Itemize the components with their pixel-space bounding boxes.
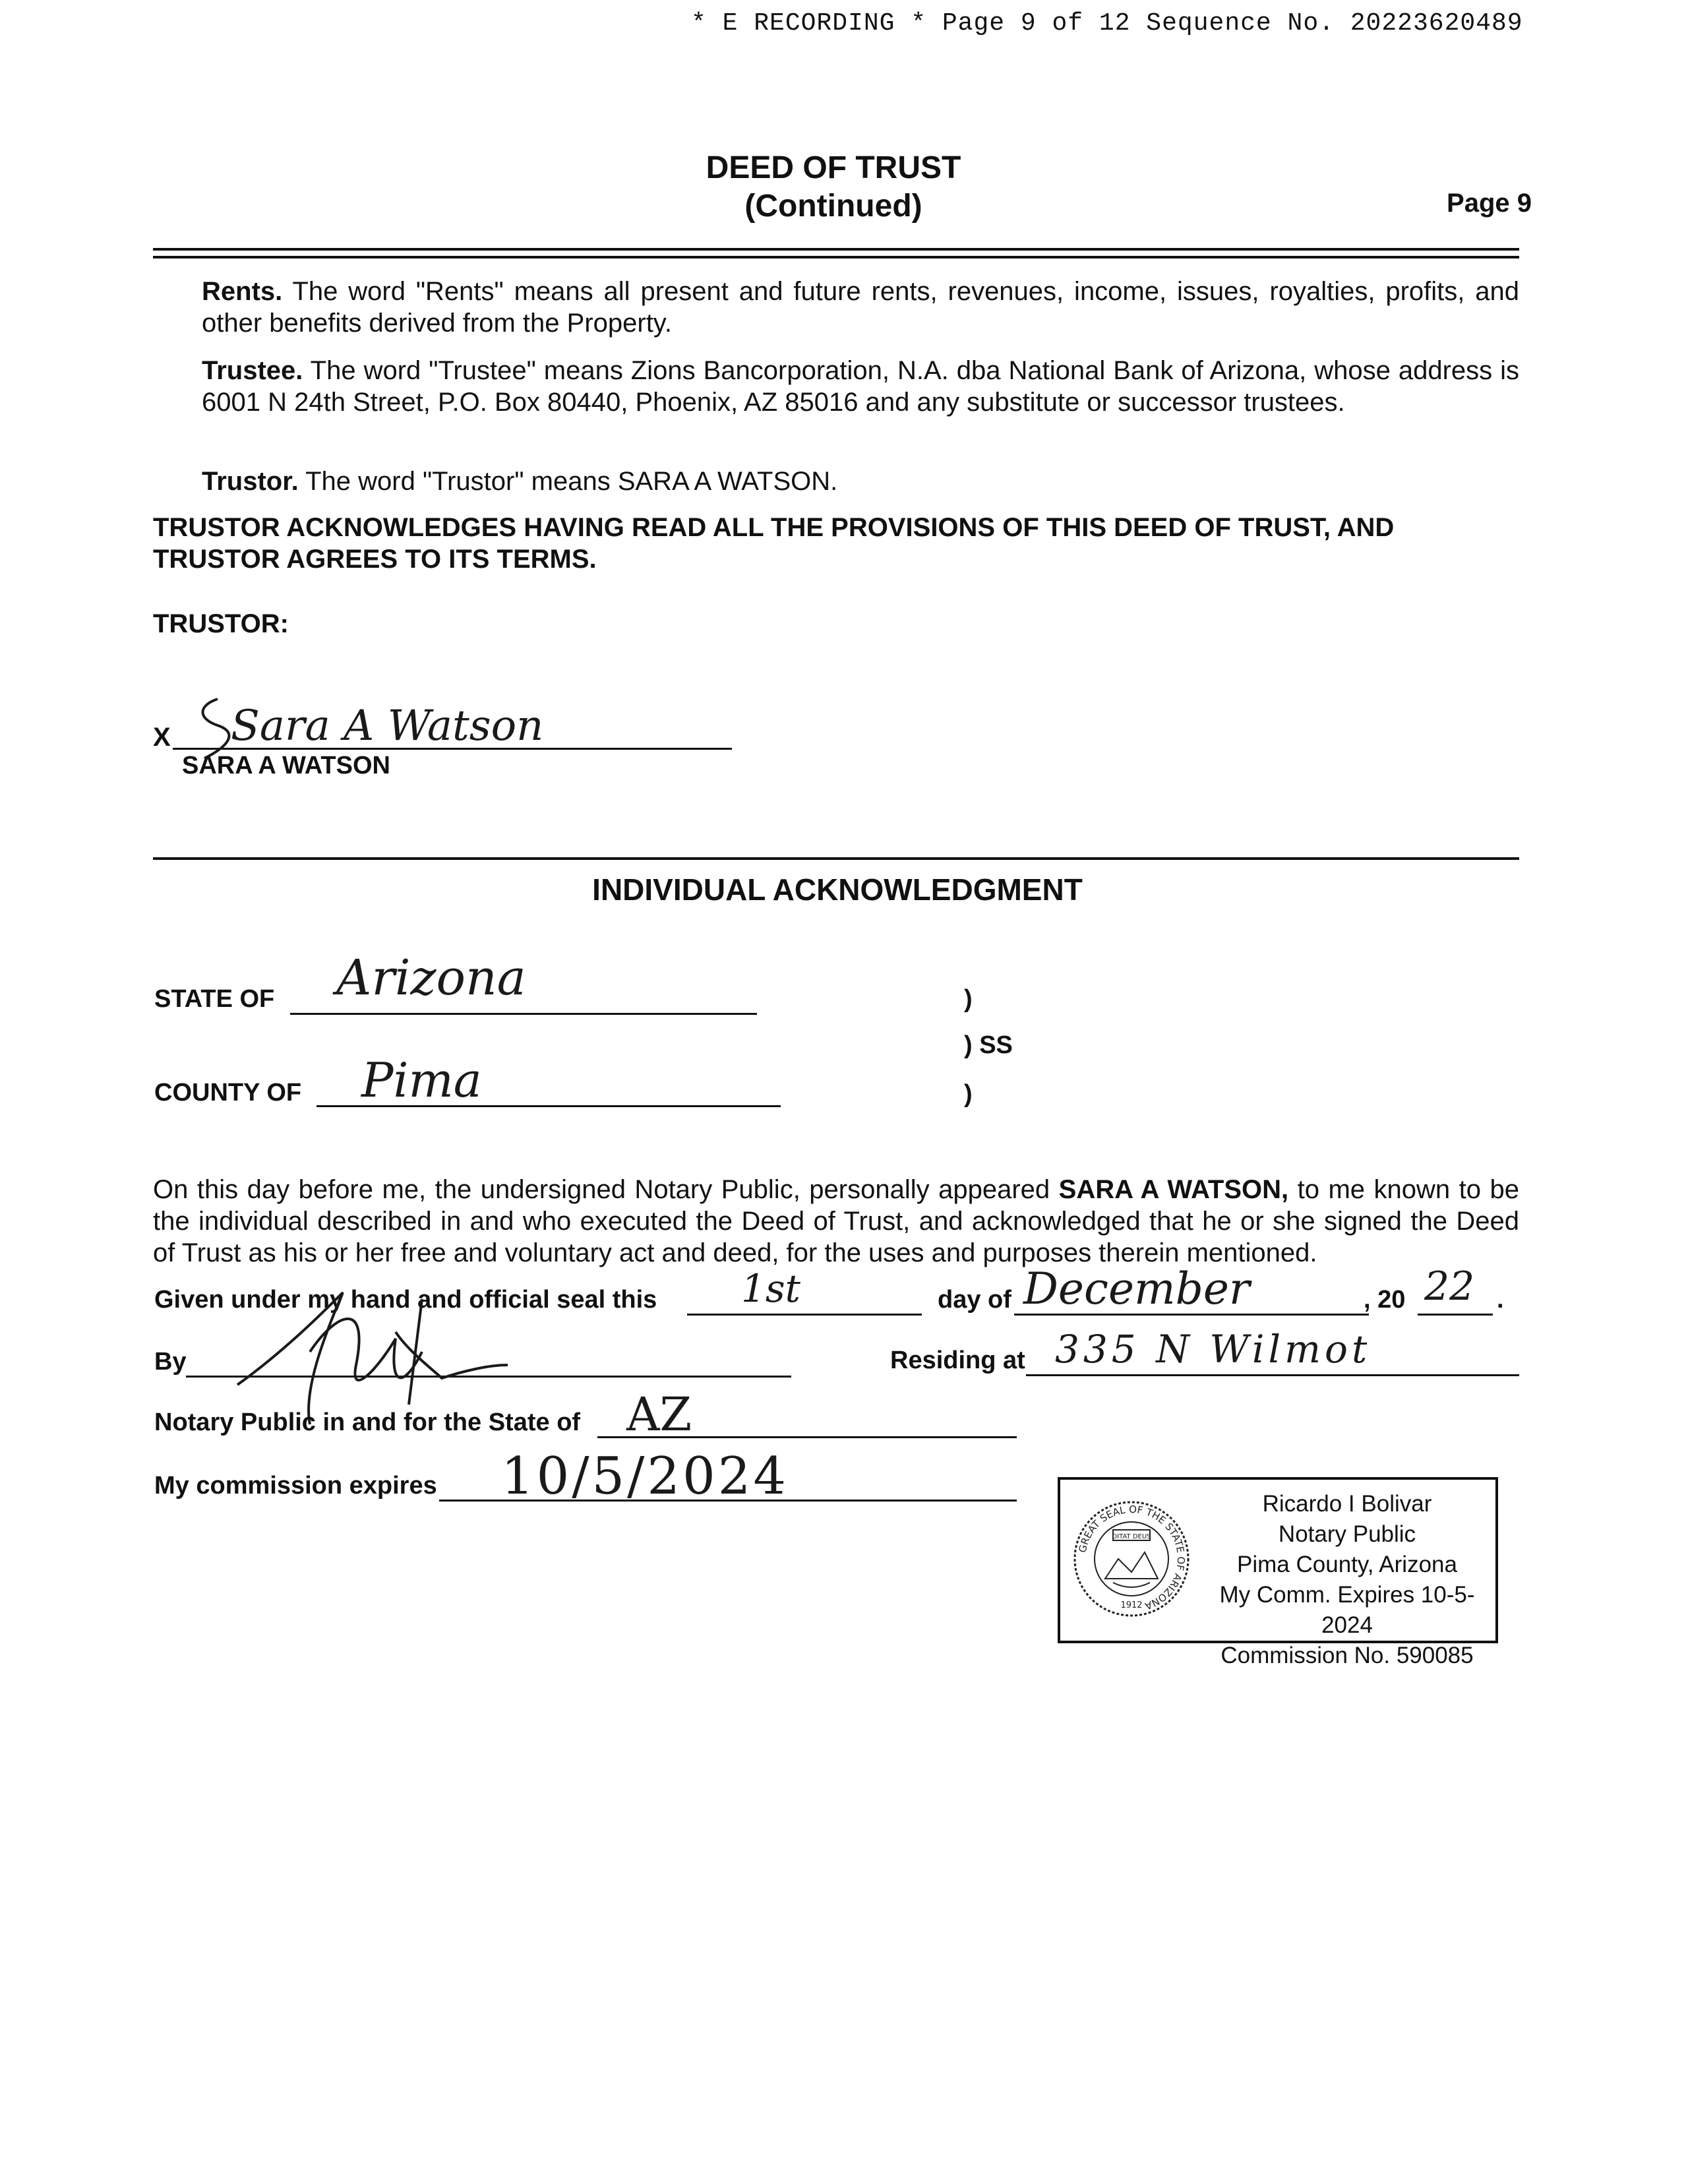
commission-expires-label: My commission expires: [154, 1472, 437, 1500]
definition-text: The word "Rents" means all present and future rents, revenues, income, issues, royalties, profits, and other benefits derived from the Property.: [202, 277, 1519, 338]
venue-paren-3: ): [964, 1080, 973, 1108]
seal-year: 1912: [1120, 1600, 1143, 1610]
trustor-label: TRUSTOR:: [153, 609, 289, 638]
notary-stamp-commission: Commission No. 590085: [1221, 1643, 1474, 1668]
given-month-value: December: [1023, 1263, 1250, 1314]
notary-paragraph-after: to me known to be the individual described in and who executed the Deed of Trust, and acknowledged that he or she signed the Deed of Trust as his or her free and voluntary act and deed, for the uses and purposes therein mentioned.: [153, 1175, 1519, 1267]
notary-state-value: AZ: [626, 1387, 692, 1441]
definition-term: Rents.: [202, 277, 283, 306]
given-year-prefix: , 20: [1364, 1286, 1406, 1314]
residing-at-line: [1026, 1374, 1519, 1376]
day-of-label: day of: [938, 1286, 1011, 1314]
header-rule-top: [153, 248, 1519, 251]
seal-motto: DITAT DEUS: [1112, 1533, 1151, 1540]
given-year-line: [1418, 1314, 1493, 1316]
trustor-acknowledgement-statement: TRUSTOR ACKNOWLEDGES HAVING READ ALL THE PROVISIONS OF THIS DEED OF TRUST, AND TRUSTOR AGREES TO ITS TERMS.: [153, 513, 1395, 574]
state-of-label: STATE OF: [154, 985, 275, 1013]
page-number-label: Page 9: [1447, 189, 1532, 218]
definition-rents: [202, 276, 1519, 339]
venue-ss: ) SS: [964, 1031, 1013, 1059]
notary-stamp: [1058, 1477, 1498, 1668]
arizona-state-seal-icon: [1072, 1500, 1191, 1618]
given-day-line: [687, 1314, 922, 1316]
header-rule-bottom: [153, 256, 1519, 258]
commission-expires-value: 10/5/2024: [501, 1447, 789, 1506]
county-of-value: Pima: [361, 1052, 482, 1108]
definition-term: Trustor.: [202, 467, 299, 496]
notary-stamp-name: Ricardo I Bolivar: [1262, 1491, 1432, 1517]
definition-trustee: [202, 355, 1519, 418]
notary-acknowledgement-paragraph: [153, 1174, 1519, 1269]
section-divider: [153, 857, 1519, 860]
definition-text: The word "Trustor" means SARA A WATSON.: [305, 467, 838, 496]
definition-text: The word "Trustee" means Zions Bancorporation, N.A. dba National Bank of Arizona, whose address is 6001 N 24th Street, P.O. Box 80440, Phoenix, AZ 85016 and any substitute or successor trustees.: [202, 356, 1520, 417]
notary-state-label: Notary Public in and for the State of: [154, 1409, 581, 1436]
title-line-2: (Continued): [744, 189, 922, 224]
venue-paren-1: ): [964, 985, 973, 1013]
trustor-printed-name: SARA A WATSON: [182, 752, 390, 779]
notary-stamp-expiry: My Comm. Expires 10-5-2024: [1219, 1582, 1475, 1638]
recording-header: * E RECORDING * Page 9 of 12 Sequence No. 20223620489: [691, 9, 1523, 38]
definition-trustor: [202, 466, 1519, 497]
given-period: .: [1497, 1286, 1504, 1314]
notary-stamp-county: Pima County, Arizona: [1237, 1552, 1457, 1577]
definition-term: Trustee.: [202, 356, 303, 385]
notary-paragraph-name: SARA A WATSON,: [1058, 1175, 1289, 1204]
signature-prefix: X: [153, 723, 171, 752]
state-of-value: Arizona: [336, 950, 526, 1006]
signature-handwritten-text: Sara A Watson: [231, 702, 544, 750]
title-line-1: DEED OF TRUST: [706, 150, 961, 185]
county-of-label: COUNTY OF: [154, 1079, 302, 1107]
residing-at-value: 335 N Wilmot: [1055, 1327, 1372, 1372]
acknowledgment-heading: INDIVIDUAL ACKNOWLEDGMENT: [592, 872, 1083, 907]
by-label: By: [154, 1348, 187, 1376]
notary-stamp-text: [1205, 1489, 1489, 1671]
state-of-line: [290, 1013, 757, 1015]
document-title: [0, 149, 1667, 226]
notary-stamp-title: Notary Public: [1278, 1521, 1416, 1547]
given-day-value: 1st: [741, 1266, 800, 1311]
given-under-label: Given under my hand and official seal this: [154, 1286, 657, 1314]
residing-at-label: Residing at: [890, 1347, 1025, 1374]
seal-ring-text: GREAT SEAL OF THE STATE OF ARIZONA: [1076, 1503, 1188, 1612]
notary-paragraph-before: On this day before me, the undersigned Notary Public, personally appeared: [153, 1175, 1059, 1204]
given-year-value: 22: [1424, 1263, 1475, 1310]
